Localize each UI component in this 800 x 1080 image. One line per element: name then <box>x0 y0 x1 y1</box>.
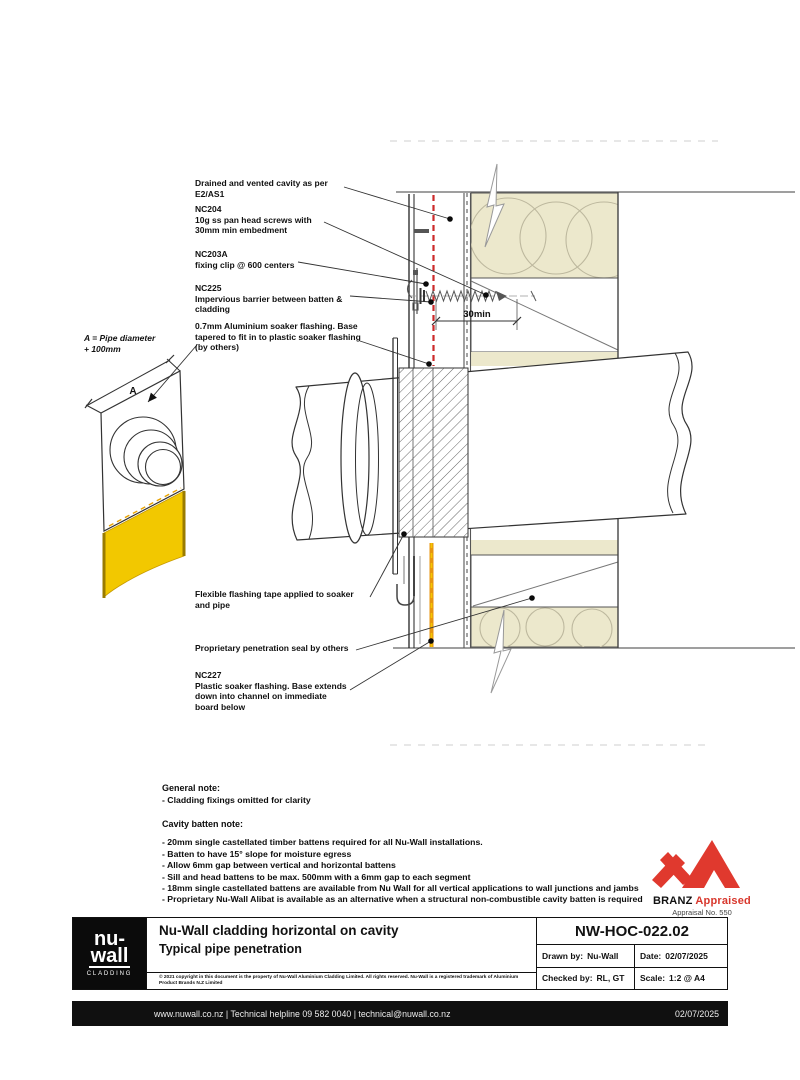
drawn-by-label: Drawn by: <box>542 950 584 961</box>
batten-note-item: - Sill and head battens to be max. 500mm with a 6mm gap to each segment <box>162 871 471 882</box>
nuwall-logo-line2: wall <box>90 944 129 967</box>
nuwall-logo-line1: nu- <box>93 927 126 950</box>
drawing-subtitle: Typical pipe penetration <box>159 942 302 956</box>
copyright-text: © 2021 copyright in this document is the property of Nu-Wall Aluminium Cladding Limited. All rights reserved. Nu-Wall is a registered trademark of Aluminium Product Brands N.Z Limited <box>147 972 536 989</box>
footer-bar <box>72 1001 728 1026</box>
insulation-lower <box>471 607 618 647</box>
annotation-aluminium-soaker: 0.7mm Aluminium soaker flashing. Base tapered to fit in to plastic soaker flashing (by others) <box>195 321 361 352</box>
drawing-title: Nu-Wall cladding horizontal on cavity <box>159 923 399 938</box>
drawing-number: NW-HOC-022.02 <box>537 918 727 945</box>
drawn-by-value: Nu-Wall <box>587 950 619 961</box>
branz-brand: BRANZ <box>653 895 693 907</box>
annotation-penetration-seal: Proprietary penetration seal by others <box>195 643 349 653</box>
scale-value: 1:2 @ A4 <box>669 973 705 984</box>
general-note-item: - Cladding fixings omitted for clarity <box>162 794 311 805</box>
cavity-batten-note-title: Cavity batten note: <box>162 818 244 829</box>
batten-note-item: - Batten to have 15° slope for moisture egress <box>162 848 352 859</box>
annotation-nc204-screws: NC204 10g ss pan head screws with 30mm min embedment <box>195 204 312 235</box>
branz-appraised-label: Appraised <box>695 895 751 907</box>
dim-30min-label: 30min <box>463 309 491 320</box>
annotation-nc203a-clip: NC203A fixing clip @ 600 centers <box>195 249 295 270</box>
pipe-diameter-note: A = Pipe diameter + 100mm <box>84 333 156 354</box>
drawing-svg <box>70 95 800 775</box>
checked-by-value: RL, GT <box>596 973 625 984</box>
annotation-drained-cavity: Drained and vented cavity as per E2/AS1 <box>195 178 328 199</box>
branz-logo-glyph <box>650 834 754 888</box>
footer-date: 02/07/2025 <box>674 1008 719 1019</box>
drawn-by-cell <box>537 945 635 967</box>
general-note-title: General note: <box>162 783 221 793</box>
date-label: Date: <box>640 950 662 961</box>
pipe <box>292 352 692 543</box>
footer-contact: www.nuwall.co.nz | Technical helpline 09 582 0040 | technical@nuwall.co.nz <box>154 1008 451 1019</box>
branz-appraisal-number: Appraisal No. 550 <box>672 908 732 917</box>
nuwall-logo <box>73 918 147 989</box>
insulation-strip-lower <box>471 540 618 555</box>
dim-a-label: A <box>129 386 137 397</box>
checked-by-cell <box>537 968 635 990</box>
soaker-flashing <box>393 338 468 574</box>
scale-cell <box>635 968 727 990</box>
title-block <box>72 917 728 990</box>
batten-note-item: - Allow 6mm gap between vertical and horizontal battens <box>162 860 396 871</box>
framing-lower <box>471 555 618 607</box>
batten-note-item: - Proprietary Nu-Wall Alibat is available as an alternative when a structural non-combustible cavity batten is required <box>162 894 643 905</box>
nuwall-logo-sub: CLADDING <box>86 970 133 977</box>
annotation-nc225-barrier: NC225 Impervious barrier between batten & cladding <box>195 283 343 314</box>
channel-hook <box>397 584 414 605</box>
branz-appraised-logo <box>645 834 759 917</box>
isometric-detail <box>85 355 184 598</box>
annotation-flexible-tape: Flexible flashing tape applied to soaker and pipe <box>195 589 354 610</box>
scale-label: Scale: <box>640 973 666 984</box>
batten-note-item: - 18mm single castellated battens are available from Nu Wall for all vertical applications to wall junctions and jambs <box>162 883 639 894</box>
pipe-collar <box>341 373 369 543</box>
checked-by-label: Checked by: <box>542 973 593 984</box>
date-cell <box>635 945 727 967</box>
batten-note-item: - 20mm single castellated timber battens required for all Nu-Wall installations. <box>162 837 483 848</box>
annotation-nc227-plastic-soaker: NC227 Plastic soaker flashing. Base extends down into channel on immediate board below <box>195 670 347 712</box>
date-value: 02/07/2025 <box>665 950 708 961</box>
